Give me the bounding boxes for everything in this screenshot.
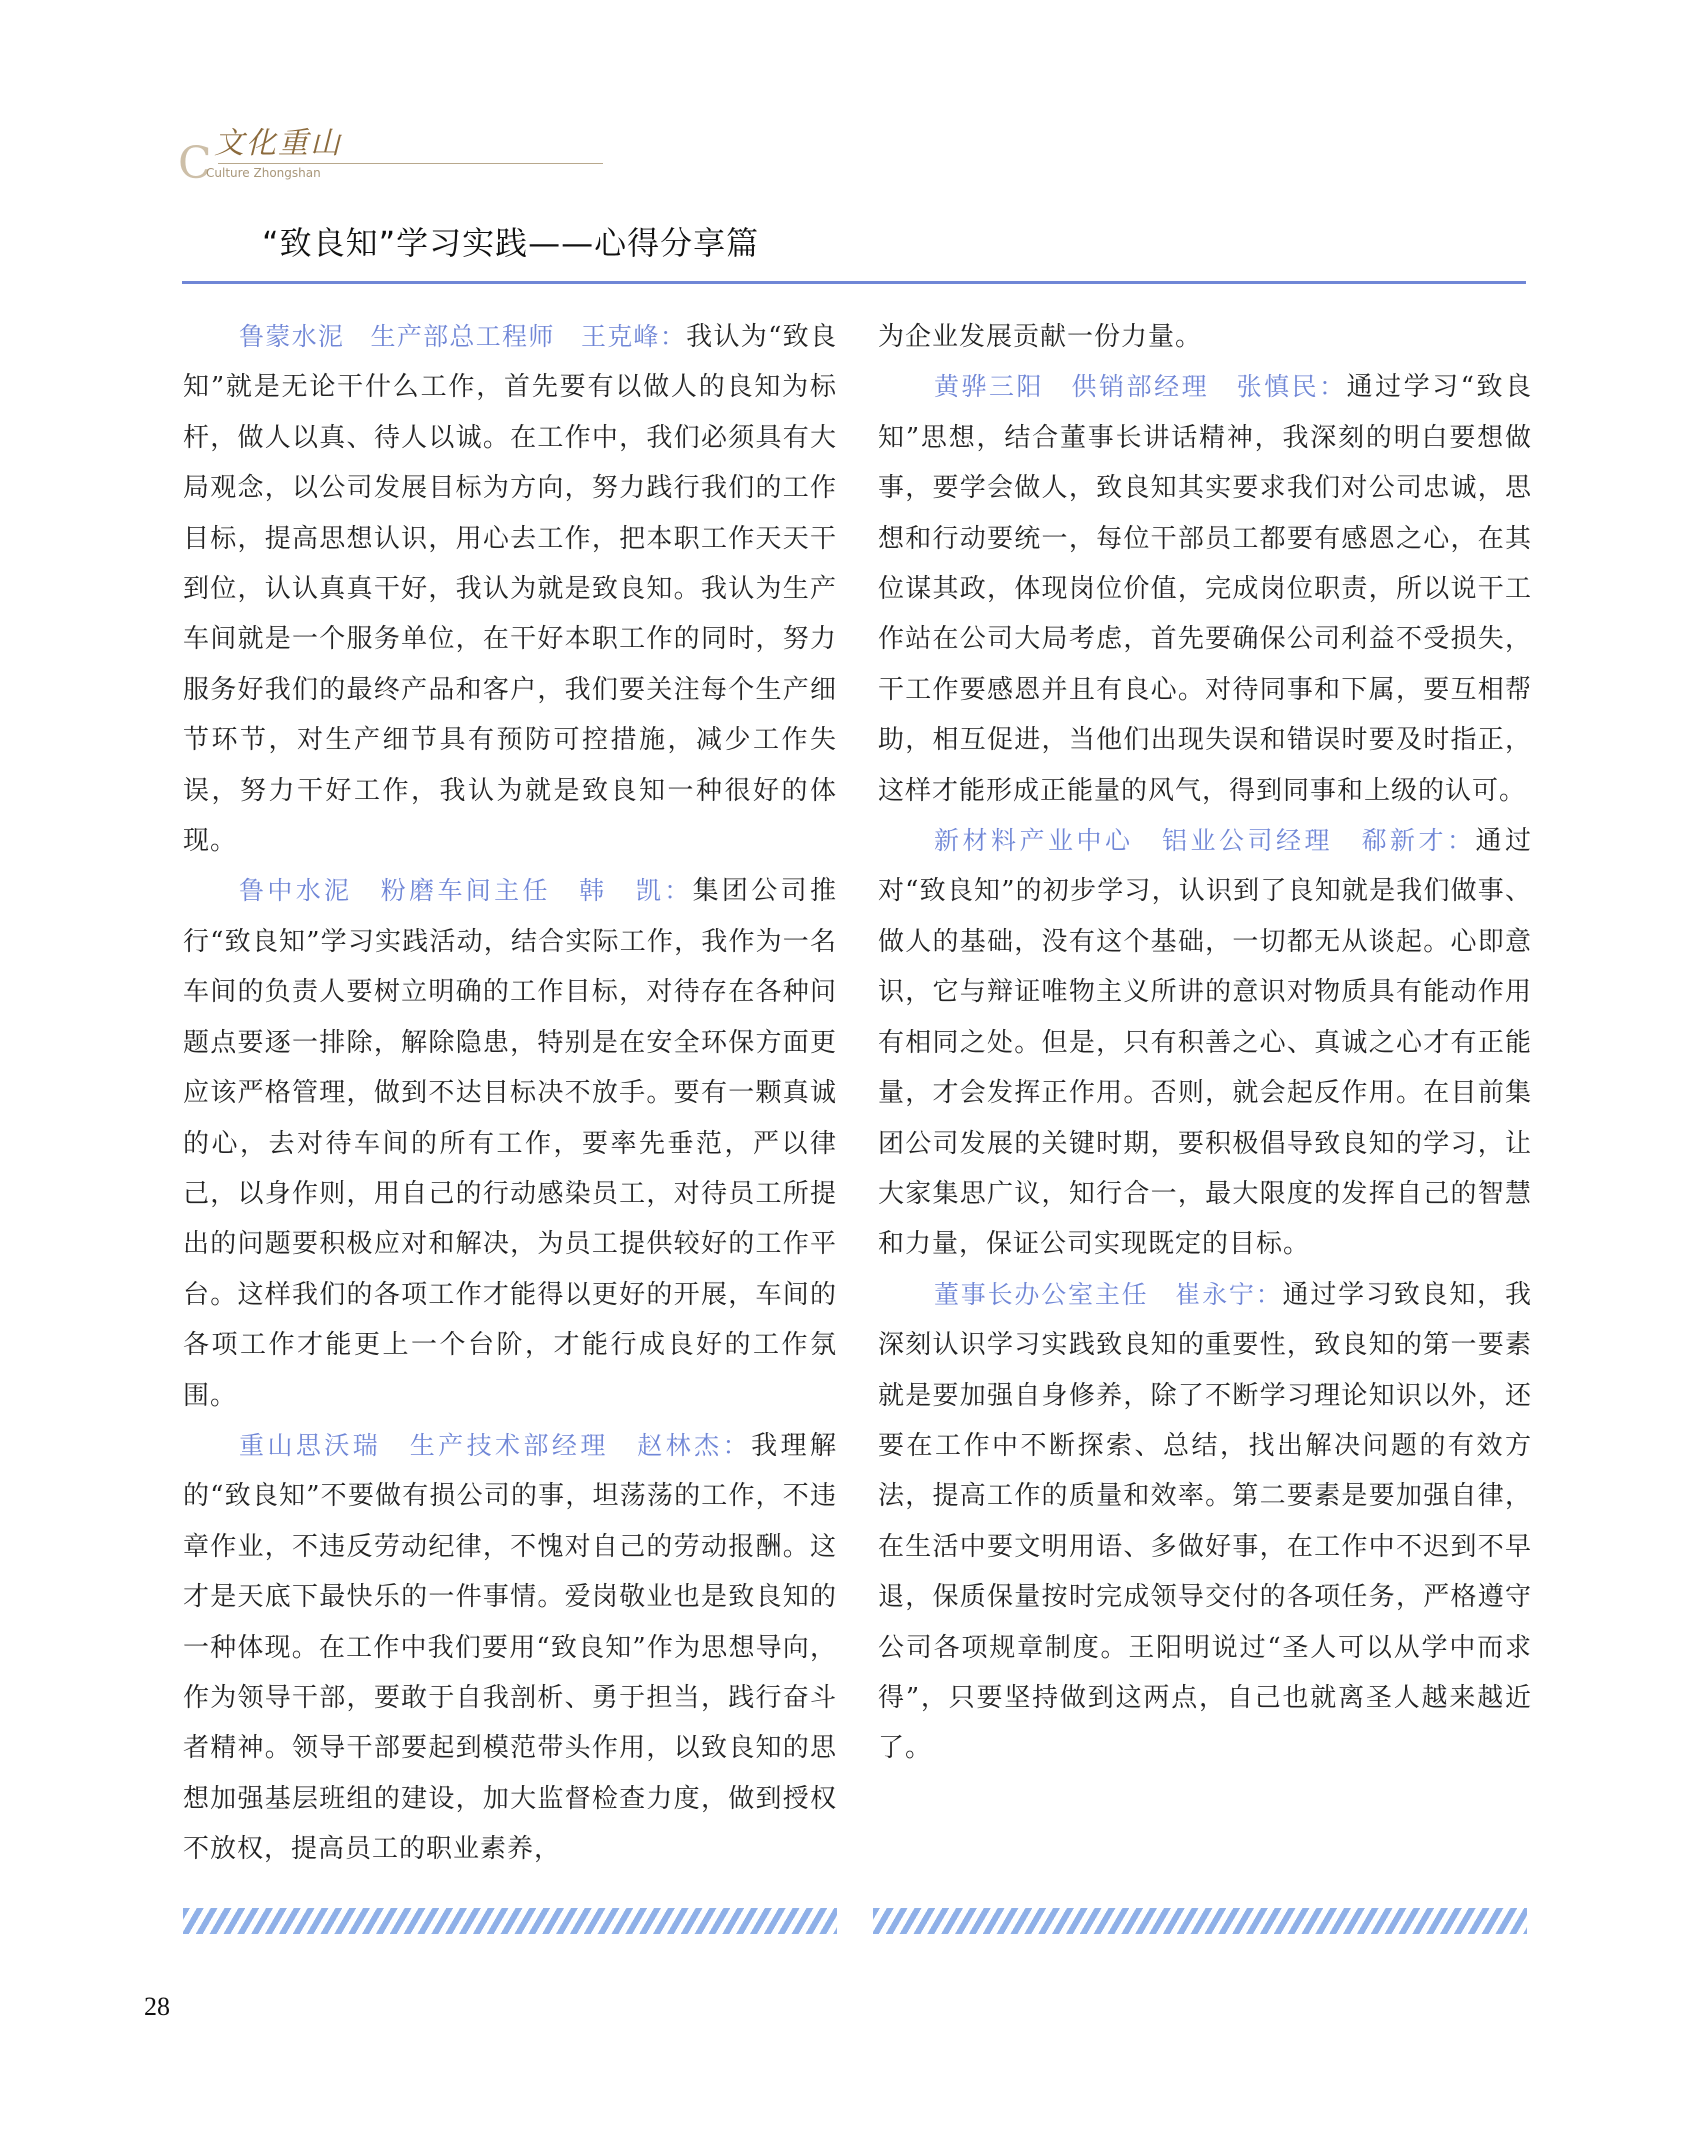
article-paragraph <box>183 866 837 1420</box>
speaker-label: 鲁蒙水泥 生产部总工程师 王克峰： <box>239 322 687 351</box>
paragraph-text: 集团公司推行“致良知”学习实践活动，结合实际工作，我作为一名车间的负责人要树立明确的工作目标，对待存在各种问题点要逐一排除，解除隐患，特别是在安全环保方面更应该严格管理，做到不达目标决不放手。要有一颗真诚的心，去对待车间的所有工作，要率先垂范，严以律己，以身作则，用自己的行动感染员工，对待员工所提出的问题要积极应对和解决，为员工提供较好的工作平台。这样我们的各项工作才能得以更好的开展，车间的各项工作才能更上一个台阶，才能行成良好的工作氛围。 <box>183 876 837 1411</box>
logo-chinese-text: 文化重山 <box>214 126 342 161</box>
article-paragraph <box>878 1270 1532 1774</box>
paragraph-text: 通过学习“致良知”思想，结合董事长讲话精神，我深刻的明白要想做事，要学会做人，致良知其实要求我们对公司忠诚，思想和行动要统一，每位干部员工都要有感恩之心，在其位谋其政，体现岗位价值，完成岗位职责，所以说干工作站在公司大局考虑，首先要确保公司利益不受损失，干工作要感恩并且有良心。对待同事和下属，要互相帮助，相互促进，当他们出现失误和错误时要及时指正，这样才能形成正能量的风气，得到同事和上级的认可。 <box>878 372 1532 806</box>
magazine-logo <box>178 118 438 188</box>
decorative-stripe-right <box>873 1908 1527 1934</box>
page-title: “致良知”学习实践——心得分享篇 <box>262 224 760 262</box>
speaker-label: 黄骅三阳 供销部经理 张慎民： <box>934 372 1347 402</box>
left-column <box>183 312 837 1875</box>
article-paragraph <box>878 816 1532 1270</box>
paragraph-text: 通过对“致良知”的初步学习，认识到了良知就是我们做事、做人的基础，没有这个基础，一切都无从谈起。心即意识，它与辩证唯物主义所讲的意识对物质具有能动作用有相同之处。但是，只有积善之心、真诚之心才有正能量，才会发挥正作用。否则，就会起反作用。在目前集团公司发展的关键时期，要积极倡导致良知的学习，让大家集思广议，知行合一，最大限度的发挥自己的智慧和力量，保证公司实现既定的目标。 <box>878 826 1532 1260</box>
paragraph-text: 通过学习致良知，我深刻认识学习实践致良知的重要性，致良知的第一要素就是要加强自身修养，除了不断学习理论知识以外，还要在工作中不断探索、总结，找出解决问题的有效方法，提高工作的质量和效率。第二要素是要加强自律，在生活中要文明用语、多做好事，在工作中不迟到不早退，保质保量按时完成领导交付的各项任务，严格遵守公司各项规章制度。王阳明说过“圣人可以从学中而求得”，只要坚持做到这两点，自己也就离圣人越来越近了。 <box>878 1279 1532 1764</box>
decorative-stripe-left <box>183 1908 837 1934</box>
speaker-label: 新材料产业中心 铝业公司经理 郗新才： <box>934 826 1476 856</box>
article-paragraph <box>183 312 837 866</box>
logo-initial-letter: C <box>178 138 212 189</box>
page-number: 28 <box>144 1992 170 2021</box>
logo-rule <box>218 163 603 164</box>
speaker-label: 鲁中水泥 粉磨车间主任 韩 凯： <box>239 876 693 906</box>
continuation-paragraph: 为企业发展贡献一份力量。 <box>878 322 1203 352</box>
title-divider <box>182 281 1526 284</box>
paragraph-text: 我认为“致良知”就是无论干什么工作，首先要有以做人的良知为标杆，做人以真、待人以诚。在工作中，我们必须具有大局观念，以公司发展目标为方向，努力践行我们的工作目标，提高思想认识，用心去工作，把本职工作天天干到位，认认真真干好，我认为就是致良知。我认为生产车间就是一个服务单位，在干好本职工作的同时，努力服务好我们的最终产品和客户，我们要关注每个生产细节环节，对生产细节具有预防可控措施，减少工作失误，努力干好工作，我认为就是致良知一种很好的体现。 <box>183 322 837 857</box>
speaker-label: 董事长办公室主任 崔永宁： <box>934 1279 1283 1309</box>
paragraph-text: 我理解的“致良知”不要做有损公司的事，坦荡荡的工作，不违章作业，不违反劳动纪律，不愧对自己的劳动报酬。这才是天底下最快乐的一件事情。爱岗敬业也是致良知的一种体现。在工作中我们要用“致良知”作为思想导向，作为领导干部，要敢于自我剖析、勇于担当，践行奋斗者精神。领导干部要起到模范带头作用，以致良知的思想加强基层班组的建设，加大监督检查力度，做到授权不放权，提高员工的职业素养， <box>183 1430 837 1865</box>
logo-english-text: Culture Zhongshan <box>206 166 321 180</box>
right-column <box>878 312 1532 1774</box>
article-paragraph <box>183 1421 837 1875</box>
speaker-label: 重山思沃瑞 生产技术部经理 赵林杰： <box>239 1430 752 1460</box>
article-paragraph <box>878 362 1532 816</box>
